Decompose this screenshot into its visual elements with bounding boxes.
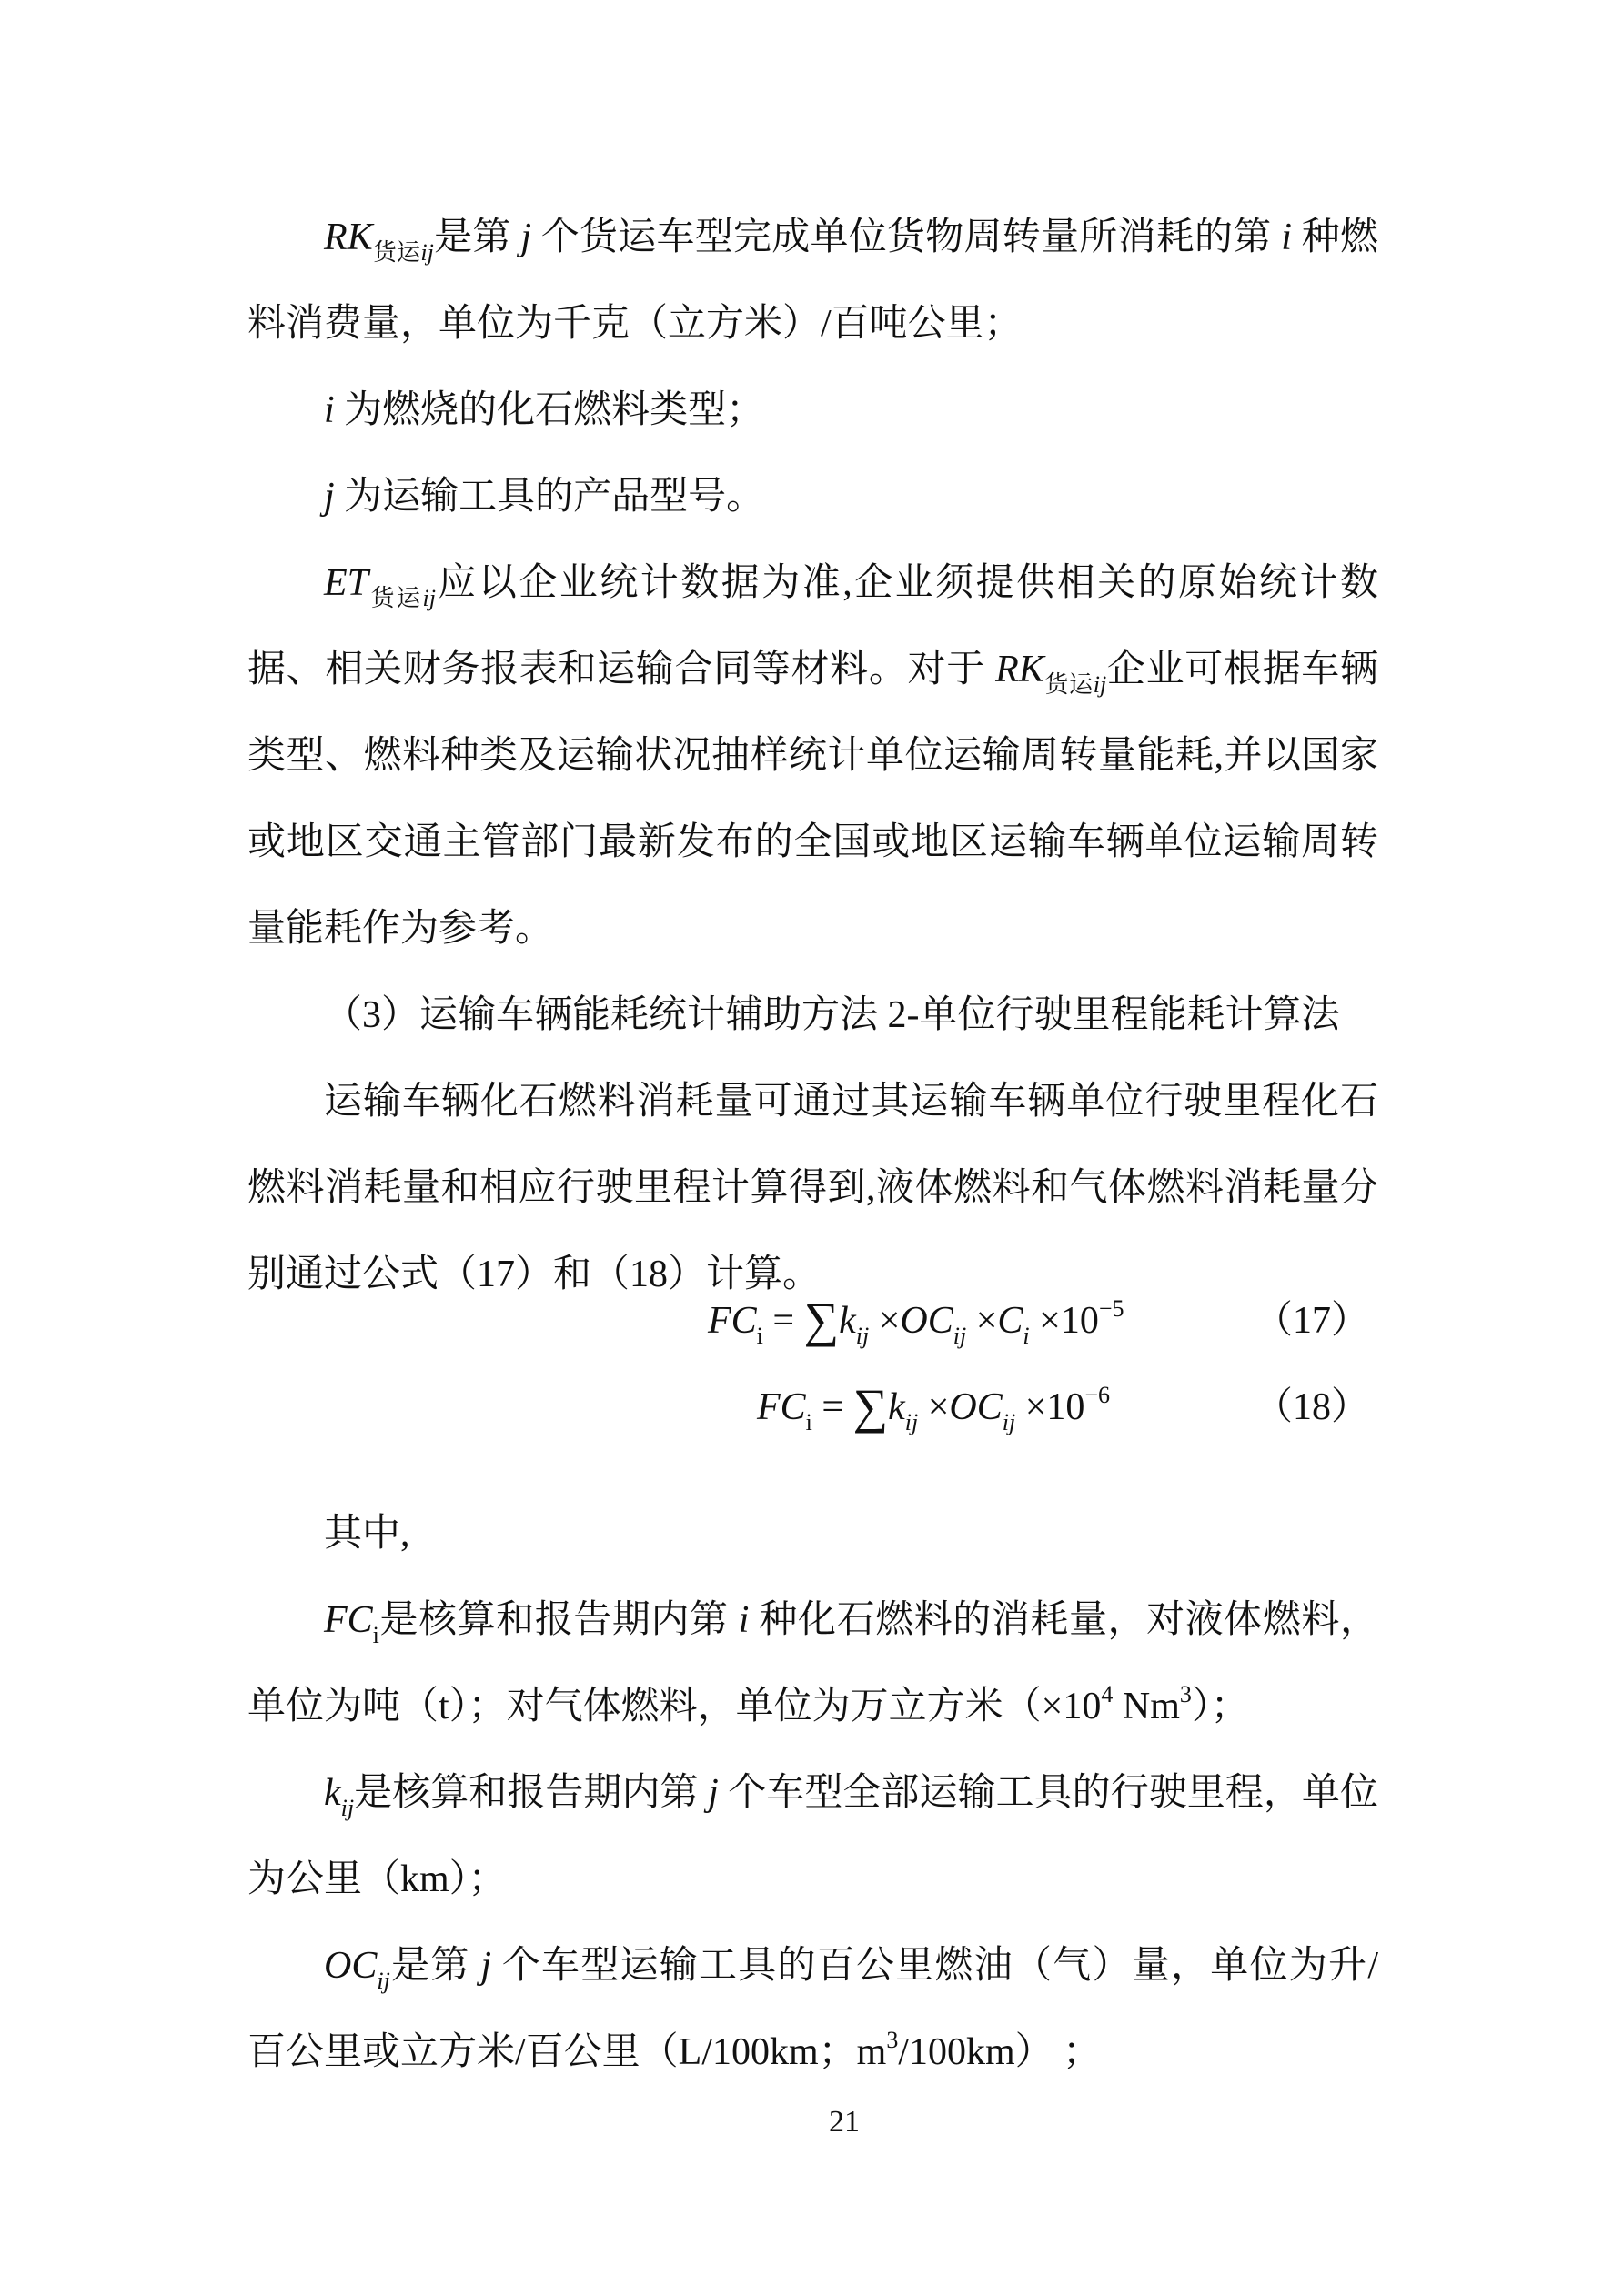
document-body (247, 195, 1378, 2096)
para-i-definition (247, 368, 1378, 454)
text-segment: = (762, 1300, 804, 1342)
text-segment: ij (904, 1409, 919, 1435)
text-segment: k (324, 1772, 341, 1814)
text-segment: OC (324, 1945, 378, 1987)
text-segment: × (966, 1300, 998, 1342)
text-segment: 个车型运输工具的百公里燃油（气）量，单位为升/百公里或立方米/百公里（L/100km；m (247, 1945, 1378, 2073)
text-segment: 货运 (1043, 671, 1094, 698)
equation-number: （17） (1254, 1300, 1369, 1342)
text-segment: j (324, 476, 335, 518)
para-k-definition (247, 1750, 1378, 1923)
text-segment: ET (324, 562, 369, 604)
text-segment: j (708, 1772, 719, 1814)
text-segment: 为燃烧的化石燃料类型； (334, 389, 765, 431)
text-segment: 是核算和报告期内第 (354, 1772, 709, 1814)
text-segment: OC (949, 1386, 1003, 1428)
text-segment: 3 (1179, 1681, 1192, 1707)
para-et-freight-statistics (247, 540, 1378, 972)
text-segment: ∑ (852, 1379, 889, 1434)
text-segment: /100km） ； (898, 2031, 1102, 2073)
text-segment: i (324, 389, 335, 431)
text-segment: × (918, 1386, 950, 1428)
text-segment: 是核算和报告期内第 (378, 1599, 739, 1641)
text-segment: 其中, (324, 1513, 410, 1555)
text-segment: 种燃料消费量，单位为千克（立方米）/百吨公里； (247, 217, 1378, 345)
text-segment: k (888, 1386, 905, 1428)
text-segment: 个车型全部运输工具的行驶里程，单位为公里（km）； (247, 1772, 1378, 1900)
text-segment: ）； (1191, 1686, 1249, 1727)
text-segment: 运输车辆化石燃料消耗量可通过其运输车辆单位行驶里程化石燃料消耗量和相应行驶里程计算得到,液体燃料和气体燃料消耗量分别通过公式（17）和（18）计算。 (247, 1081, 1378, 1295)
text-segment: 为运输工具的产品型号。 (334, 476, 765, 518)
text-segment: × (869, 1300, 901, 1342)
para-rk-freight-definition (247, 195, 1378, 368)
text-segment: i (738, 1599, 750, 1641)
text-segment: 货运 (368, 585, 423, 611)
text-segment: Nm (1113, 1686, 1180, 1727)
text-segment: 是第 (389, 1945, 481, 1987)
text-segment: ij (422, 585, 436, 611)
text-segment: 是第 (433, 217, 521, 258)
text-segment: ×10 (1015, 1386, 1085, 1428)
text-segment: RK (995, 649, 1044, 690)
text-segment: 企业可根据车辆类型、燃料种类及运输状况抽样统计单位运输周转量能耗,并以国家或地区交通主管部门最新发布的全国或地区运输车辆单位运输周转量能耗作为参考。 (247, 649, 1378, 950)
text-segment: 个货运车型完成单位货物周转量所消耗的第 (531, 217, 1282, 258)
text-segment: ij (420, 239, 434, 266)
text-segment: i (372, 1622, 379, 1648)
text-segment: ij (1093, 671, 1107, 698)
para-oc-definition (247, 1923, 1378, 2096)
para-qizhong (247, 1491, 1378, 1577)
formula-expression (757, 1365, 1110, 1451)
text-segment: RK (324, 217, 373, 258)
para-j-definition (247, 454, 1378, 540)
text-segment: k (839, 1300, 856, 1342)
equation-number: （18） (1254, 1386, 1369, 1428)
text-segment: C (997, 1300, 1023, 1342)
text-segment: j (520, 217, 532, 258)
text-segment: FC (708, 1300, 757, 1342)
text-segment: FC (757, 1386, 806, 1428)
text-segment: OC (900, 1300, 953, 1342)
text-segment: i (756, 1323, 763, 1349)
formula-18 (247, 1379, 1378, 1491)
text-segment: 应以企业统计数据为准,企业须提供相关的原始统计数据、相关财务报表和运输合同等材料。对于 (247, 562, 1378, 690)
page-number: 21 (829, 2105, 860, 2139)
text-segment: 3 (886, 2027, 899, 2053)
text-segment: 种化石燃料的消耗量，对液体燃料，单位为吨（t）；对气体燃料，单位为万立方米（×10 (247, 1599, 1378, 1727)
text-segment: 货运 (372, 239, 421, 266)
text-segment: j (480, 1945, 491, 1987)
text-segment: ij (1002, 1409, 1016, 1435)
text-segment: i (1281, 217, 1292, 258)
text-segment: −5 (1098, 1295, 1124, 1322)
text-segment: ij (340, 1795, 355, 1821)
para-heading-method-2 (247, 972, 1378, 1059)
text-segment: i (1023, 1323, 1030, 1349)
text-segment: −6 (1084, 1382, 1111, 1408)
text-segment: ij (855, 1323, 870, 1349)
para-fc-definition (247, 1577, 1378, 1750)
formula-expression (708, 1278, 1124, 1365)
text-segment: ij (953, 1323, 967, 1349)
text-segment: （3）运输车辆能耗统计辅助方法 2-单位行驶里程能耗计算法 (324, 994, 1340, 1036)
text-segment: = (812, 1386, 853, 1428)
text-segment: 4 (1101, 1681, 1114, 1707)
text-segment: ∑ (803, 1293, 840, 1347)
text-segment: ×10 (1029, 1300, 1099, 1342)
text-segment: FC (324, 1599, 373, 1641)
text-segment: ij (377, 1968, 390, 1994)
text-segment: i (805, 1409, 812, 1435)
